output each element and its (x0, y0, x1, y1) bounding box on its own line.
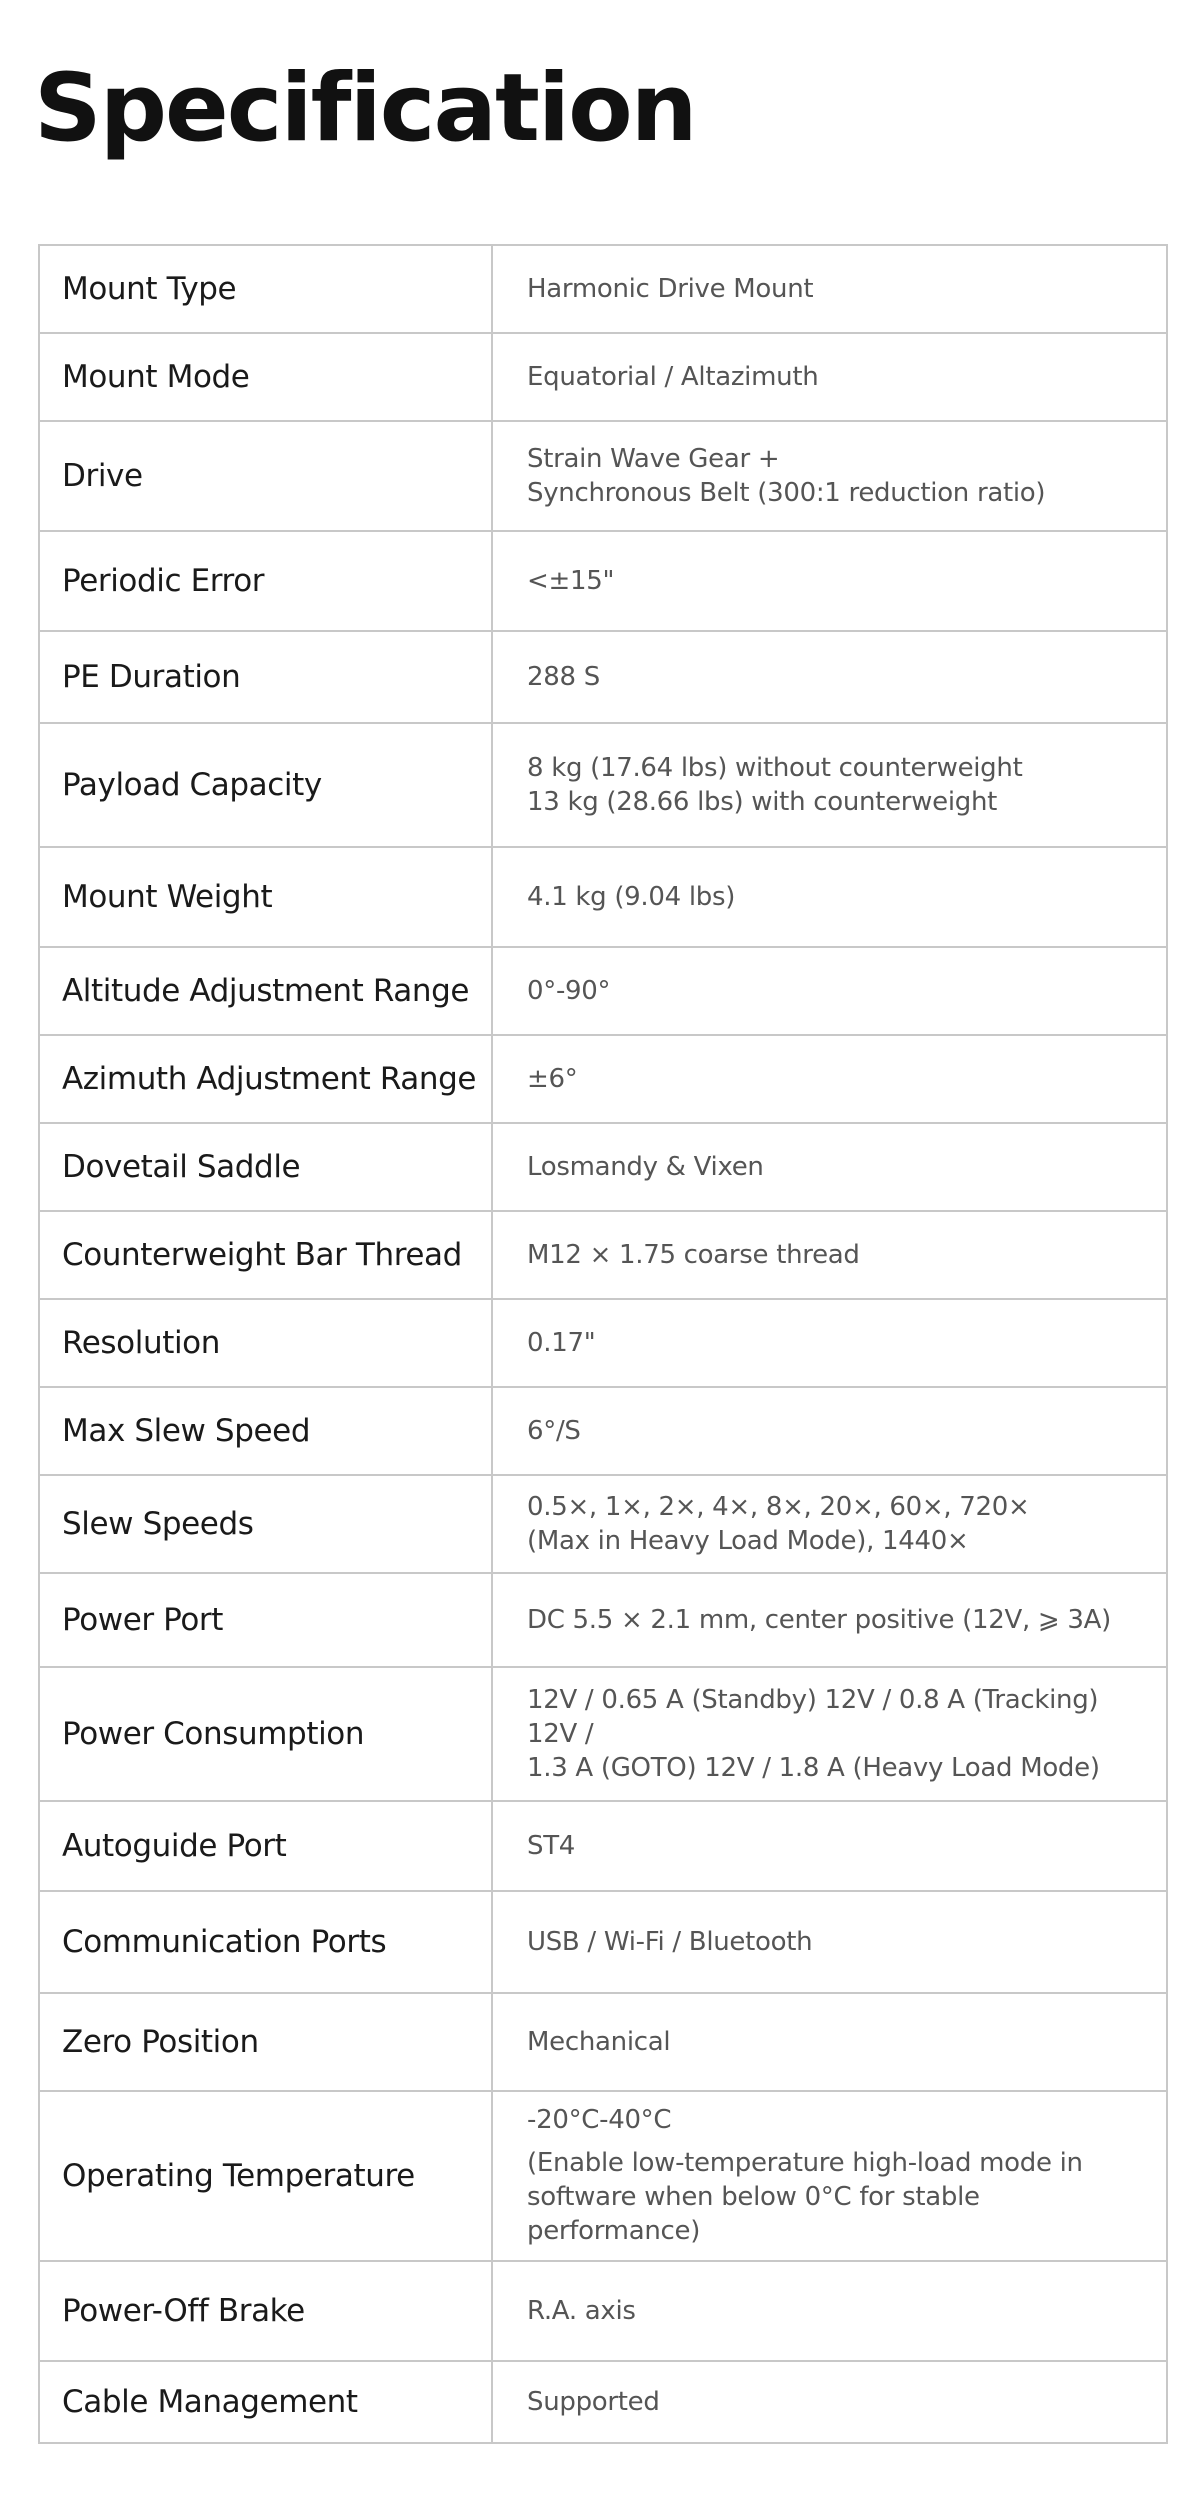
page-title: Specification (34, 54, 696, 163)
spec-label: Mount Mode (39, 333, 492, 421)
spec-row-altitude-adjustment-range (39, 947, 1167, 1035)
spec-table-body (39, 245, 1167, 2443)
spec-label: Power-Off Brake (39, 2261, 492, 2361)
spec-value (492, 1211, 1167, 1299)
spec-label: Autoguide Port (39, 1801, 492, 1891)
spec-value-line: <±15" (527, 565, 615, 596)
spec-row-mount-weight (39, 847, 1167, 947)
spec-row-resolution (39, 1299, 1167, 1387)
spec-row-drive (39, 421, 1167, 531)
spec-value-line: ST4 (527, 1830, 576, 1861)
spec-row-mount-type (39, 245, 1167, 333)
spec-label: Mount Type (39, 245, 492, 333)
spec-value-line: software when below 0°C for stable performance) (527, 2182, 980, 2247)
spec-value (492, 1123, 1167, 1211)
spec-value-line: R.A. axis (527, 2295, 636, 2326)
spec-row-pe-duration (39, 631, 1167, 723)
spec-row-power-off-brake (39, 2261, 1167, 2361)
spec-value (492, 2091, 1167, 2261)
spec-value-line: 1.3 A (GOTO) 12V / 1.8 A (Heavy Load Mode) (527, 1753, 1100, 1784)
spec-value-line: 12V / 0.65 A (Standby) 12V / 0.8 A (Tracking) 12V / (527, 1684, 1099, 1749)
spec-value (492, 1993, 1167, 2091)
spec-value-line: 0°-90° (527, 975, 611, 1006)
spec-label: Azimuth Adjustment Range (39, 1035, 492, 1123)
spec-value-line: 4.1 kg (9.04 lbs) (527, 881, 736, 912)
spec-value (492, 723, 1167, 847)
spec-row-periodic-error (39, 531, 1167, 631)
spec-value-line: -20°C-40°C (527, 2105, 672, 2136)
spec-row-autoguide-port (39, 1801, 1167, 1891)
spec-value-line: 0.17" (527, 1327, 596, 1358)
spec-value (492, 1035, 1167, 1123)
spec-label: Drive (39, 421, 492, 531)
spec-value-line: 8 kg (17.64 lbs) without counterweight (527, 752, 1023, 783)
spec-label: Counterweight Bar Thread (39, 1211, 492, 1299)
spec-value-line: USB / Wi-Fi / Bluetooth (527, 1926, 813, 1957)
spec-value-line: M12 × 1.75 coarse thread (527, 1239, 860, 1270)
spec-value (492, 531, 1167, 631)
spec-value (492, 1573, 1167, 1667)
spec-row-slew-speeds (39, 1475, 1167, 1573)
spec-value-line: Losmandy & Vixen (527, 1151, 764, 1182)
spec-value-line: (Enable low-temperature high-load mode in (527, 2147, 1083, 2178)
spec-value-line: Harmonic Drive Mount (527, 273, 814, 304)
spec-value (492, 631, 1167, 723)
spec-row-communication-ports (39, 1891, 1167, 1993)
spec-row-mount-mode (39, 333, 1167, 421)
spec-label: Altitude Adjustment Range (39, 947, 492, 1035)
spec-row-max-slew-speed (39, 1387, 1167, 1475)
spec-label: Mount Weight (39, 847, 492, 947)
spec-value (492, 1299, 1167, 1387)
spec-value (492, 2261, 1167, 2361)
spec-label: Communication Ports (39, 1891, 492, 1993)
spec-label: Periodic Error (39, 531, 492, 631)
spec-value (492, 1801, 1167, 1891)
spec-value-line: Supported (527, 2386, 660, 2417)
spec-value-line: 0.5×, 1×, 2×, 4×, 8×, 20×, 60×, 720× (527, 1491, 1030, 1522)
spec-value-line: 288 S (527, 661, 600, 692)
spec-label: Dovetail Saddle (39, 1123, 492, 1211)
spec-row-operating-temperature (39, 2091, 1167, 2261)
spec-value (492, 847, 1167, 947)
spec-label: Slew Speeds (39, 1475, 492, 1573)
spec-value (492, 421, 1167, 531)
spec-value-line: Mechanical (527, 2026, 671, 2057)
spec-row-payload-capacity (39, 723, 1167, 847)
spec-label: Max Slew Speed (39, 1387, 492, 1475)
spec-label: Operating Temperature (39, 2091, 492, 2261)
spec-value-line: DC 5.5 × 2.1 mm, center positive (12V, ⩾ 3A) (527, 1604, 1111, 1635)
spec-row-dovetail-saddle (39, 1123, 1167, 1211)
spec-value-line: Equatorial / Altazimuth (527, 361, 819, 392)
spec-value (492, 2361, 1167, 2443)
spec-value (492, 947, 1167, 1035)
spec-row-counterweight-bar-thread (39, 1211, 1167, 1299)
spec-label: Resolution (39, 1299, 492, 1387)
spec-value (492, 1387, 1167, 1475)
spec-table (38, 244, 1168, 2444)
spec-value (492, 245, 1167, 333)
spec-value (492, 1891, 1167, 1993)
spec-value-line: ±6° (527, 1063, 578, 1094)
spec-value (492, 1667, 1167, 1801)
spec-row-power-consumption (39, 1667, 1167, 1801)
spec-value-line: 6°/S (527, 1415, 581, 1446)
spec-value-line: (Max in Heavy Load Mode), 1440× (527, 1526, 969, 1556)
spec-label: Power Port (39, 1573, 492, 1667)
spec-value-line: Strain Wave Gear + (527, 443, 780, 474)
spec-row-zero-position (39, 1993, 1167, 2091)
spec-label: Power Consumption (39, 1667, 492, 1801)
spec-value-line: 13 kg (28.66 lbs) with counterweight (527, 787, 998, 817)
spec-label: Payload Capacity (39, 723, 492, 847)
spec-label: PE Duration (39, 631, 492, 723)
spec-value (492, 333, 1167, 421)
spec-label: Cable Management (39, 2361, 492, 2443)
spec-row-azimuth-adjustment-range (39, 1035, 1167, 1123)
spec-row-cable-management (39, 2361, 1167, 2443)
spec-label: Zero Position (39, 1993, 492, 2091)
spec-value (492, 1475, 1167, 1573)
spec-value-line: Synchronous Belt (300:1 reduction ratio) (527, 478, 1046, 508)
spec-row-power-port (39, 1573, 1167, 1667)
